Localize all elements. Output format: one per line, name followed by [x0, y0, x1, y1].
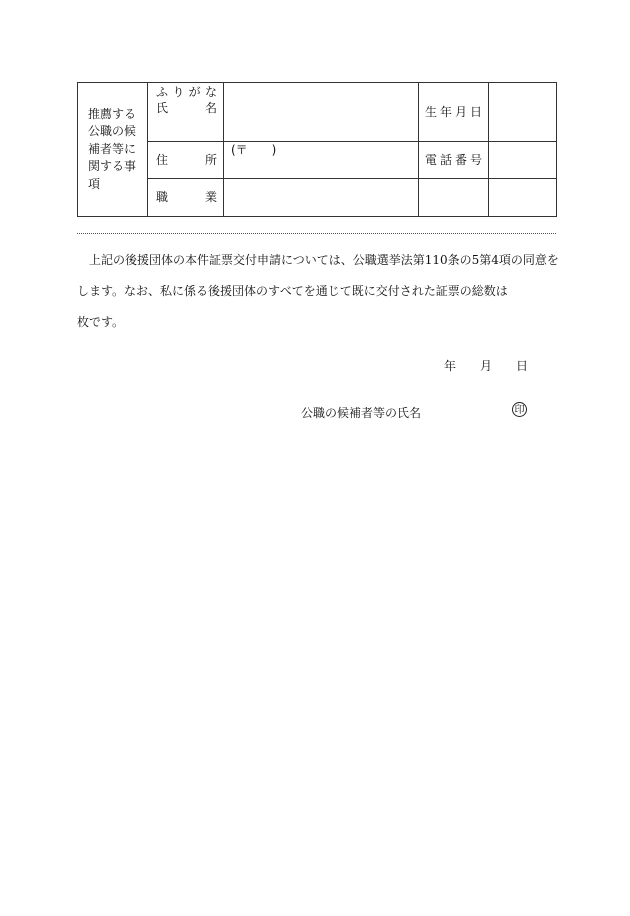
phone-field[interactable] — [489, 142, 557, 179]
candidate-name-label: 公職の候補者等の氏名 — [301, 406, 422, 420]
day-label: 日 — [515, 359, 528, 373]
consent-text-line-3: 枚です。 — [77, 315, 125, 329]
candidate-info-table — [77, 82, 557, 217]
consent-text-line-2: します。なお、私に係る後援団体のすべてを通じて既に交付された証票の総数は — [77, 284, 508, 298]
seal-mark: 印 — [512, 402, 527, 417]
consent-text-line-1: 上記の後援団体の本件証票交付申請については、公職選挙法第110条の5第4項の同意を — [89, 253, 559, 267]
recommended-candidate-group-label — [78, 83, 148, 217]
occupation-field[interactable] — [224, 179, 419, 217]
name-label: 氏 名 — [156, 101, 217, 115]
postal-code-prefix: (〒 ) — [231, 143, 277, 157]
name-field[interactable] — [224, 83, 419, 142]
name-label-cell — [148, 83, 224, 142]
date-line — [444, 357, 528, 374]
empty-cell — [489, 179, 557, 217]
birthdate-label: 生 年 月 日 — [419, 83, 489, 142]
occupation-label: 職 業 — [148, 179, 224, 217]
furigana-label: ふ り が な — [156, 85, 217, 99]
group-label-line: 関する事 — [88, 159, 137, 174]
cut-line-divider — [77, 233, 556, 234]
birthdate-field[interactable] — [489, 83, 557, 142]
year-label: 年 — [444, 359, 457, 373]
group-label-line: 推薦する — [88, 107, 137, 122]
address-label: 住 所 — [148, 142, 224, 179]
group-label-line: 補者等に — [88, 141, 137, 156]
address-field[interactable] — [224, 142, 419, 179]
empty-cell — [419, 179, 489, 217]
group-label-line: 公職の候 — [88, 124, 137, 139]
phone-label: 電 話 番 号 — [419, 142, 489, 179]
month-label: 月 — [479, 359, 492, 373]
group-label-line: 項 — [88, 176, 101, 191]
